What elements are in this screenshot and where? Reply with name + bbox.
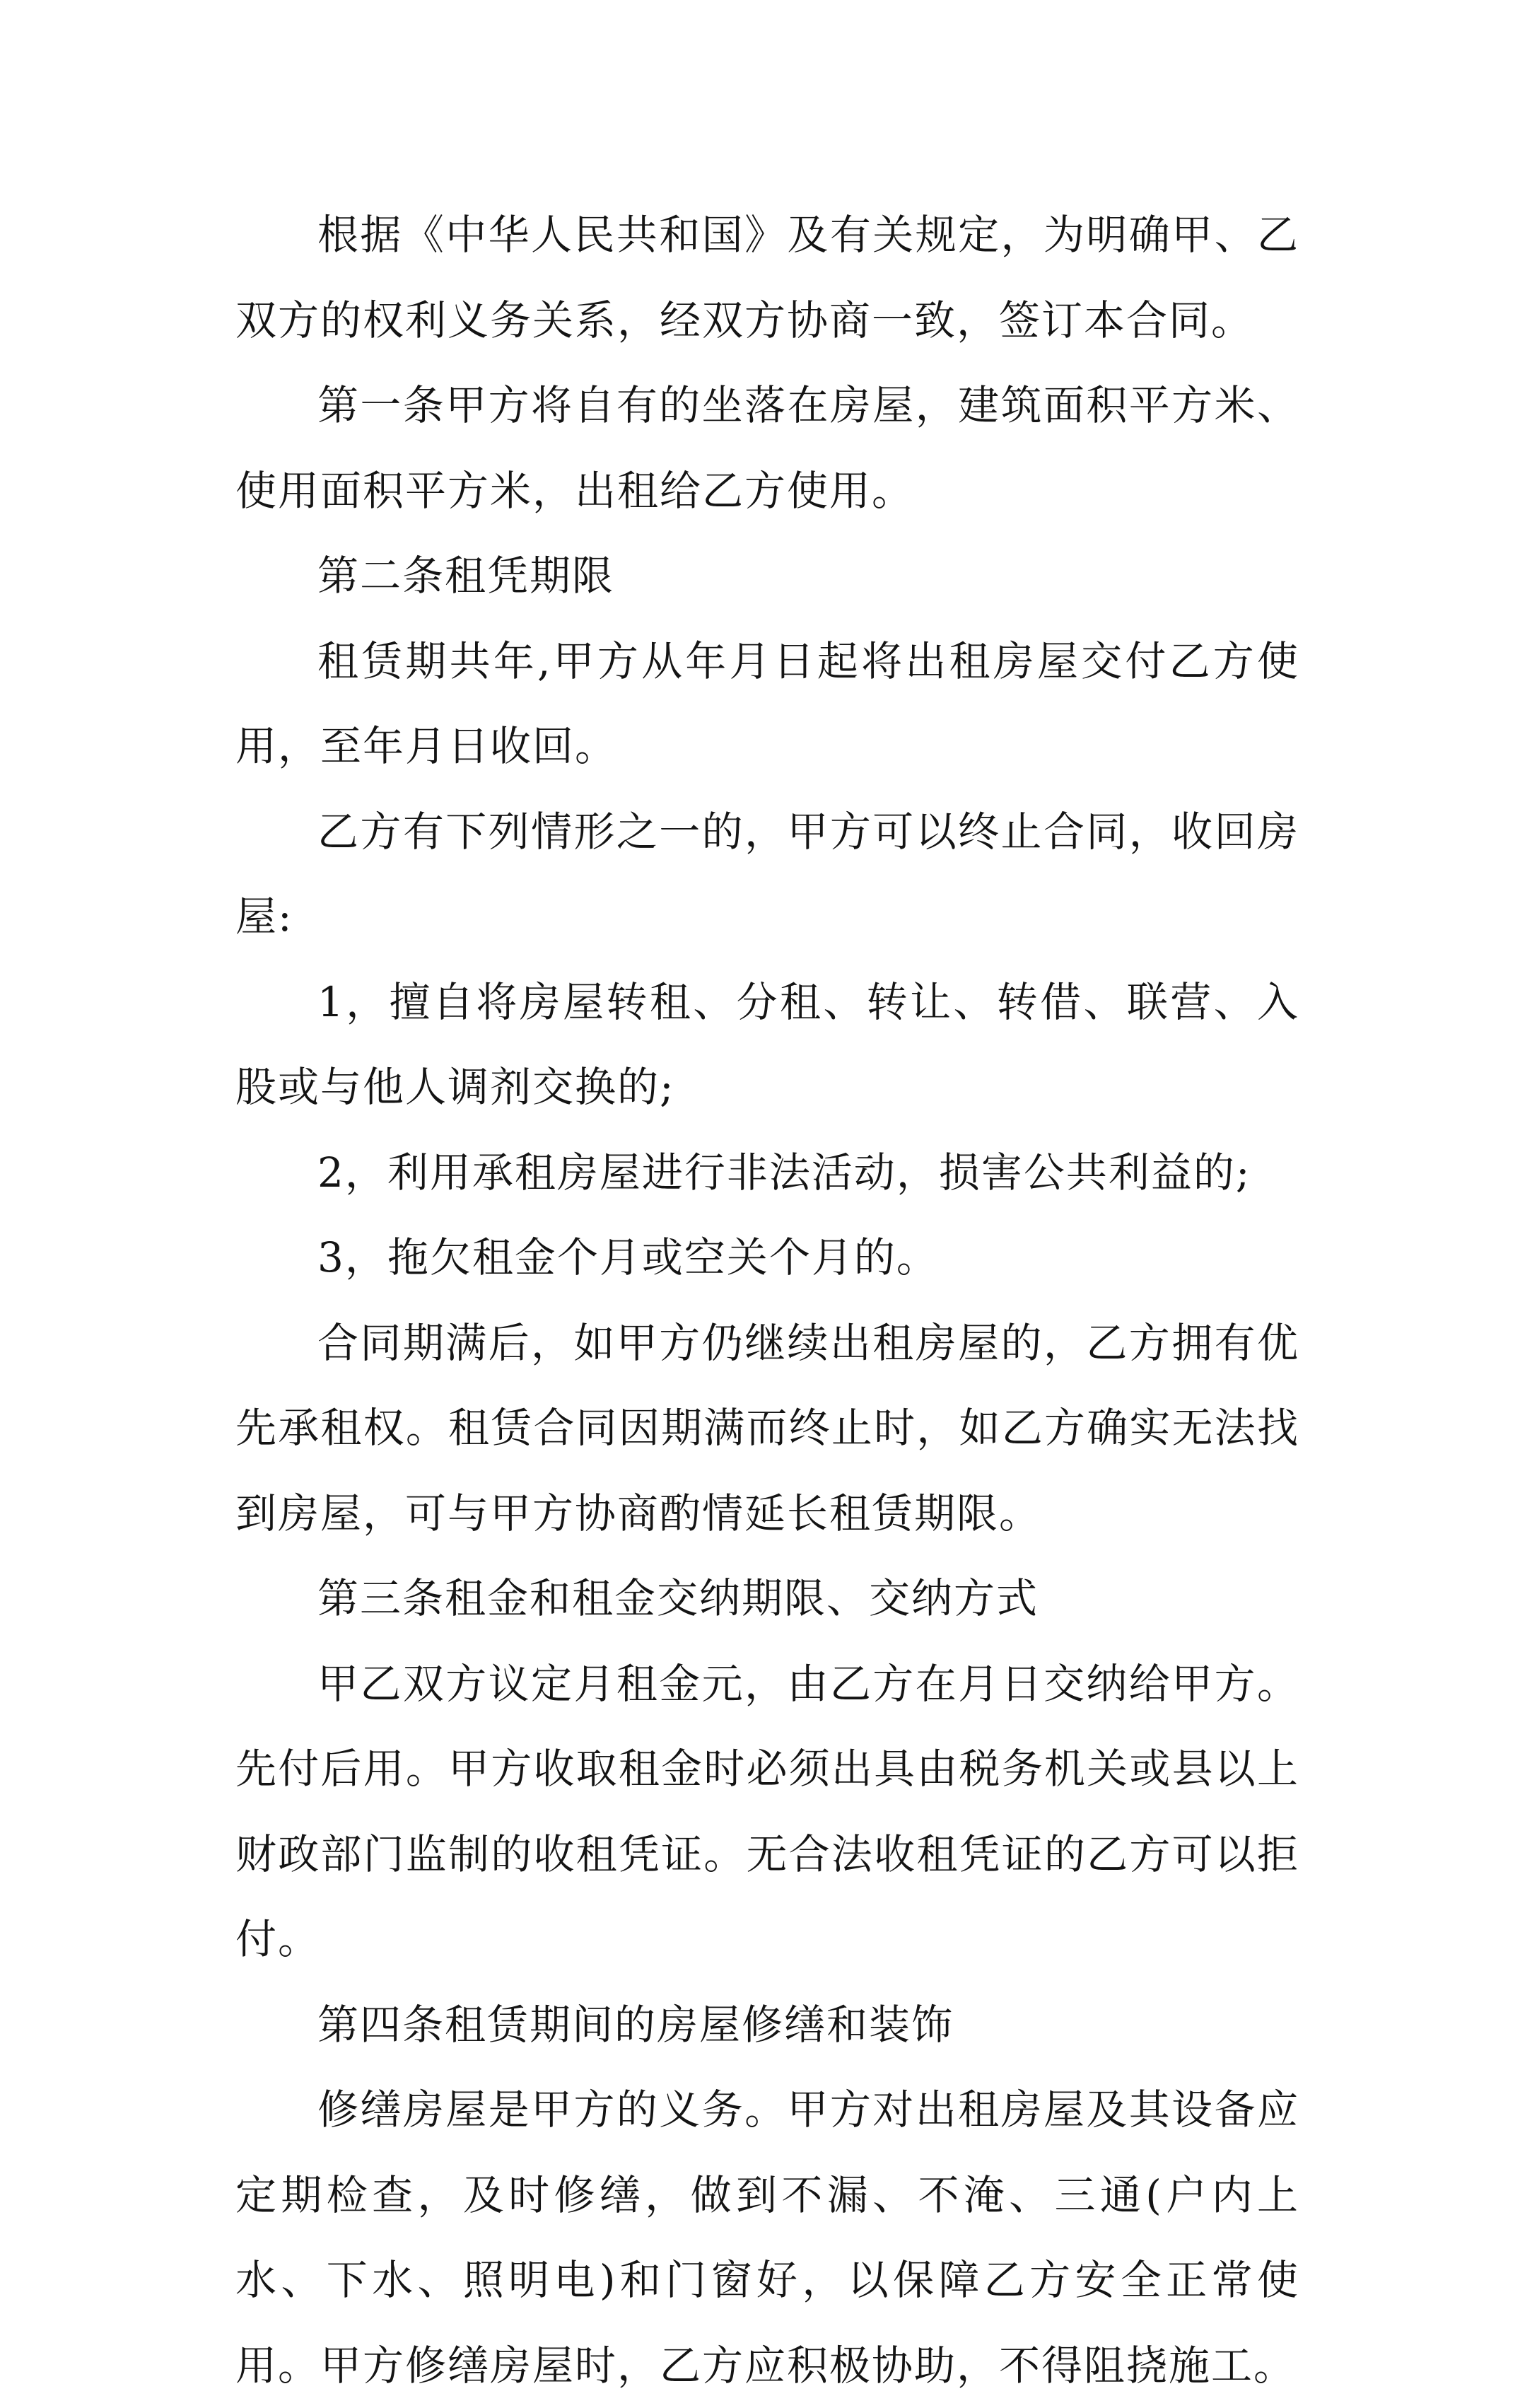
paragraph-lease-term: 租赁期共年,甲方从年月日起将出租房屋交付乙方使用，至年月日收回。 — [235, 636, 1299, 770]
paragraph-termination-conditions: 乙方有下列情形之一的，甲方可以终止合同，收回房屋: — [235, 807, 1299, 941]
contract-body — [235, 192, 1299, 2408]
list-item-2: 2，利用承租房屋进行非法活动，损害公共利益的; — [317, 1148, 1251, 1197]
paragraph-renewal-priority: 合同期满后，如甲方仍继续出租房屋的，乙方拥有优先承租权。租赁合同因期满而终止时，如乙方确实无法找到房屋，可与甲方协商酌情延长租赁期限。 — [235, 1318, 1299, 1537]
paragraph-rent-payment: 甲乙双方议定月租金元，由乙方在月日交纳给甲方。先付后用。甲方收取租金时必须出具由税务机关或县以上财政部门监制的收租凭证。无合法收租凭证的乙方可以拒付。 — [235, 1659, 1299, 1963]
paragraph-article-1: 第一条甲方将自有的坐落在房屋，建筑面积平方米、使用面积平方米，出租给乙方使用。 — [235, 381, 1299, 515]
paragraph-preamble: 根据《中华人民共和国》及有关规定，为明确甲、乙双方的权利义务关系，经双方协商一致，签订本合同。 — [235, 211, 1299, 344]
heading-article-4: 第四条租赁期间的房屋修缮和装饰 — [317, 2000, 954, 2049]
paragraph-repairs: 修缮房屋是甲方的义务。甲方对出租房屋及其设备应定期检查，及时修缮，做到不漏、不淹、三通(户内上水、下水、照明电)和门窗好，以保障乙方安全正常使用。甲方修缮房屋时，乙方应积极协助，不得阻挠施工。 — [235, 2086, 1299, 2390]
heading-article-3: 第三条租金和租金交纳期限、交纳方式 — [317, 1574, 1039, 1622]
list-item-1: 1，擅自将房屋转租、分租、转让、转借、联营、入股或与他人调剂交换的; — [235, 977, 1299, 1111]
heading-article-2: 第二条租凭期限 — [317, 552, 615, 600]
list-item-3: 3，拖欠租金个月或空关个月的。 — [317, 1233, 939, 1281]
